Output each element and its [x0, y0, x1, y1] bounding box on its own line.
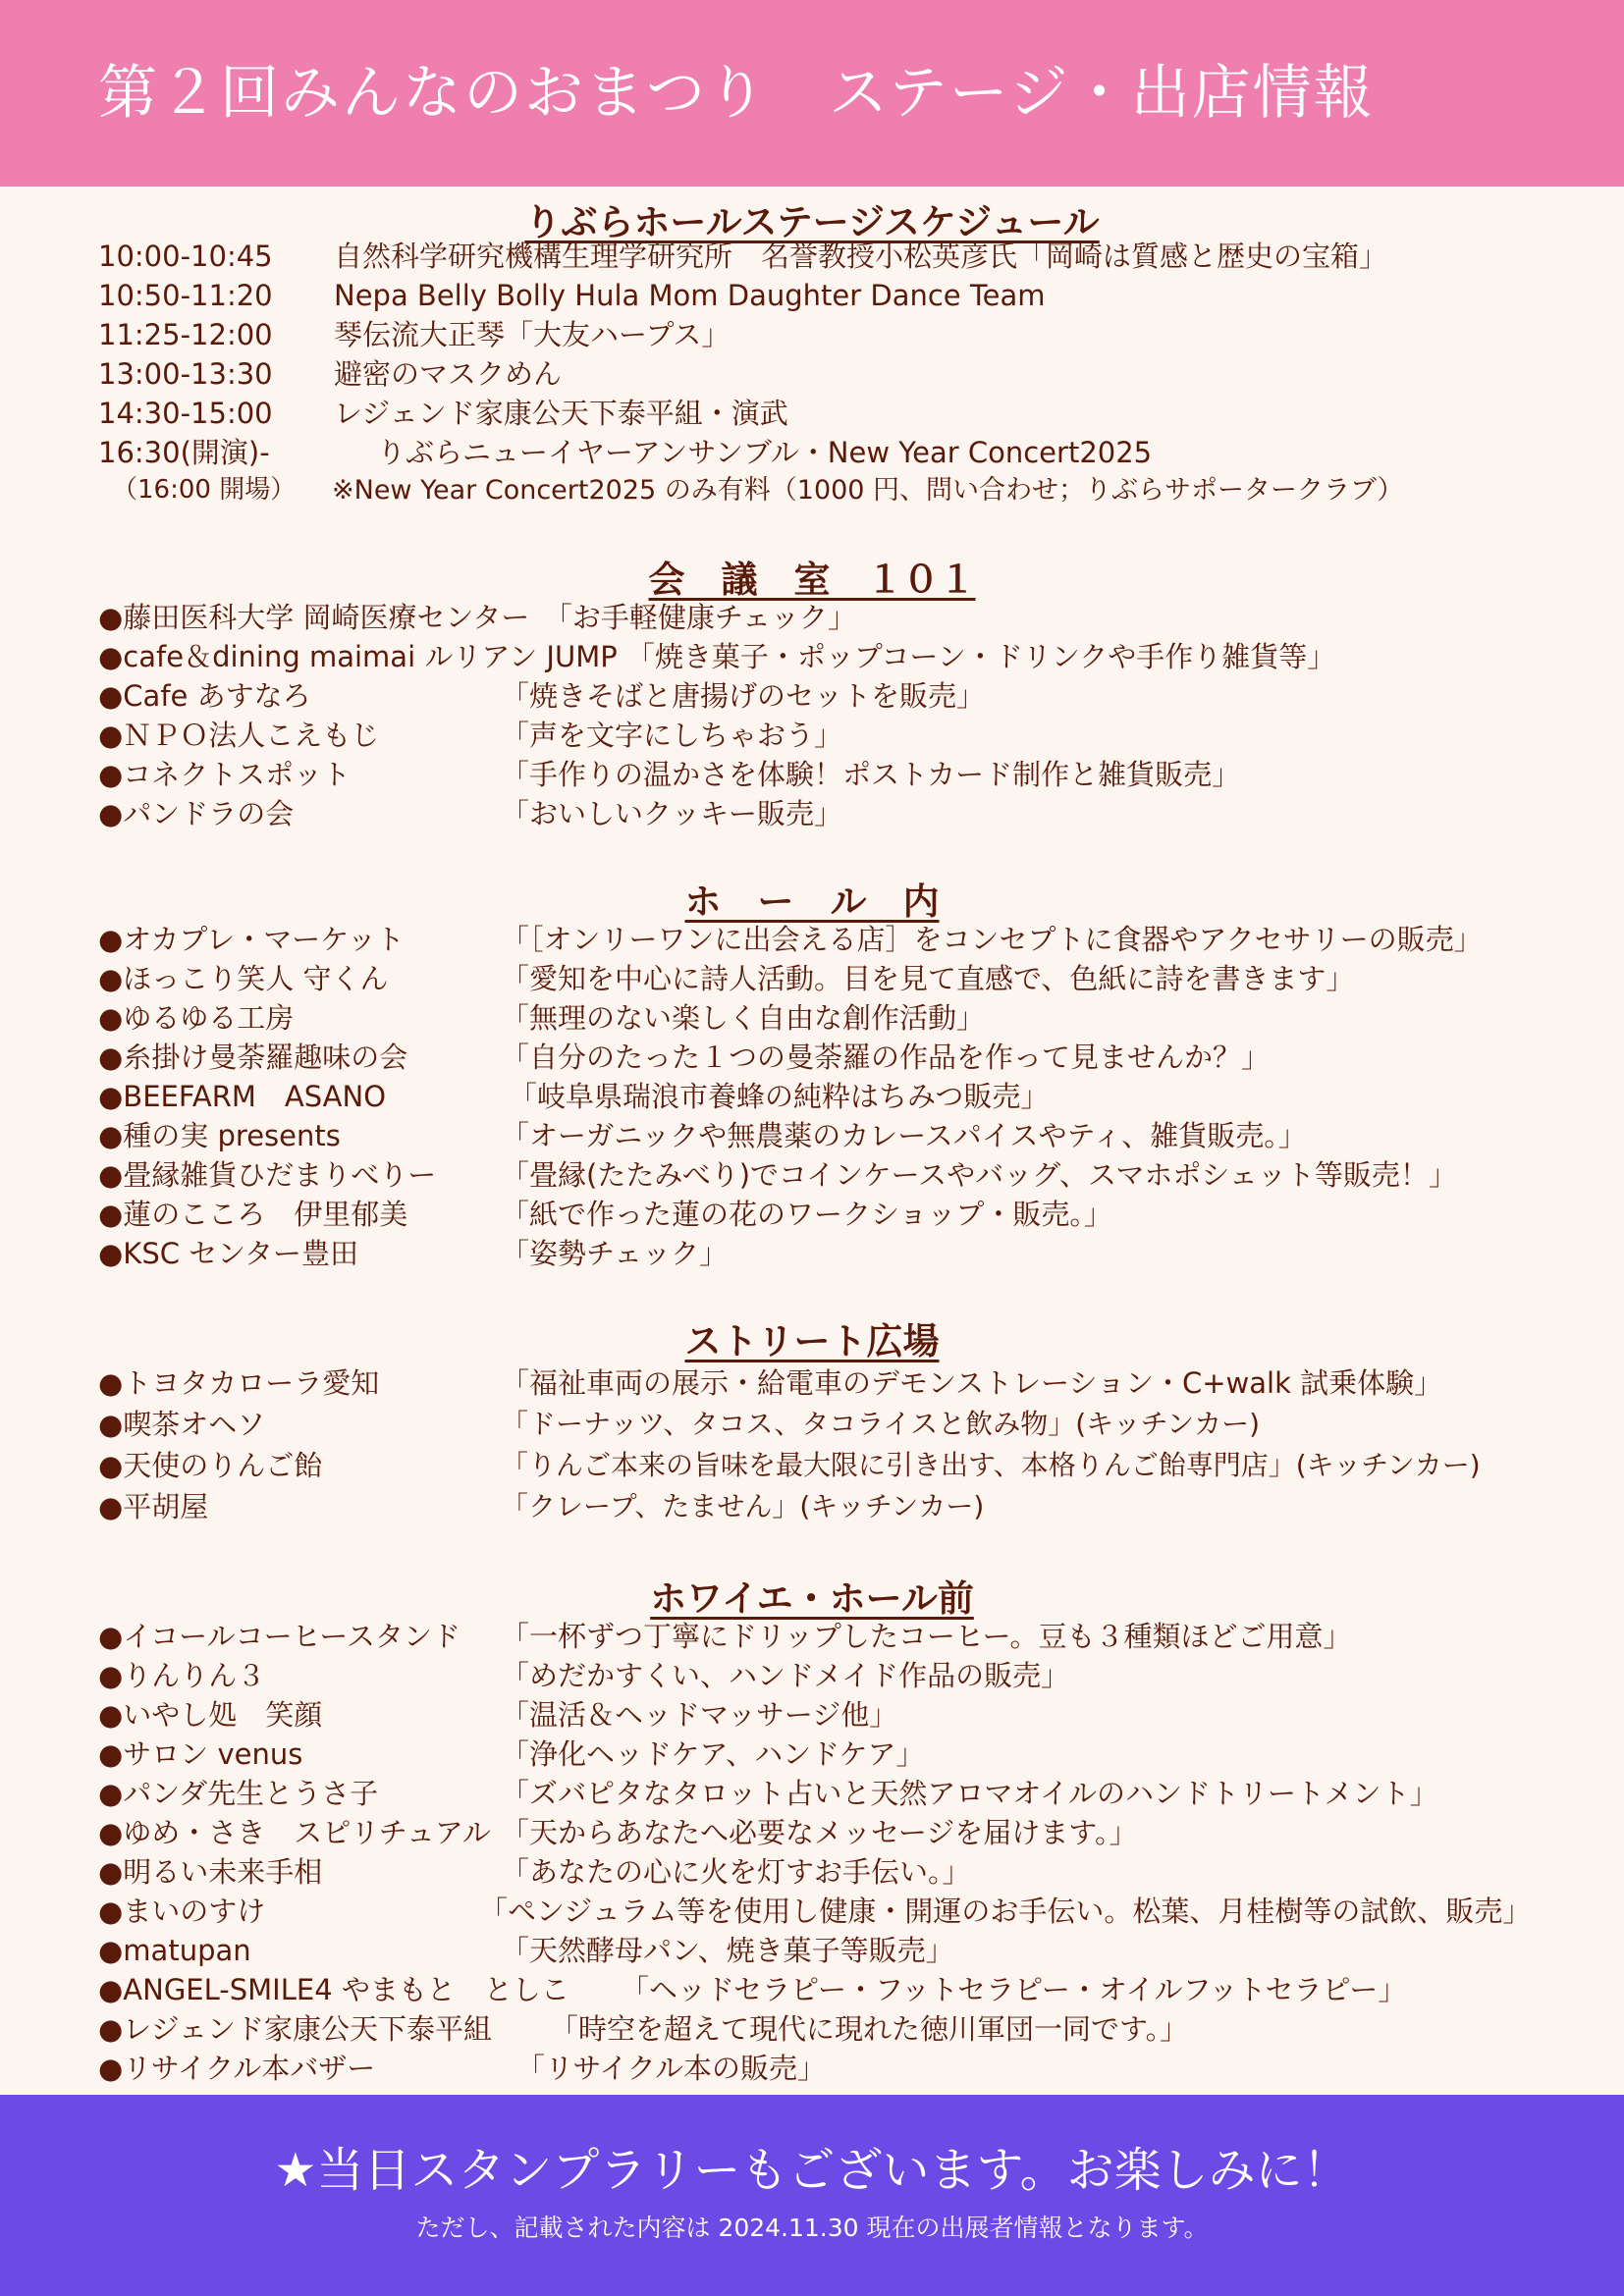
exhibitor-description: 「ヘッドセラピー・フットセラピー・オイルフットセラピー」: [621, 1973, 1407, 2006]
exhibitor-description: 「声を文字にしちゃおう」: [501, 719, 843, 752]
hall-row: [0, 923, 1624, 960]
stage-row: [0, 279, 1624, 316]
stage-program: りぶらニューイヤーアンサンブル・New Year Concert2025: [377, 436, 1153, 469]
room101-section-title: 会 議 室 １０１: [648, 559, 976, 601]
exhibitor-description: 「自分のたった１つの曼荼羅の作品を作って見ませんか？」: [501, 1041, 1271, 1074]
exhibitor-name: ●ゆるゆる工房: [98, 1001, 295, 1035]
room101-row: [0, 719, 1624, 756]
exhibitor-name: ●ANGEL-SMILE4 やまもと としこ: [98, 1973, 569, 2006]
exhibitor-name: ●BEEFARM ASANO: [98, 1080, 387, 1113]
street-row: [0, 1366, 1624, 1404]
exhibitor-description: 「畳縁(たたみべり)でコインケースやバッグ、スマホポシェット等販売！」: [501, 1158, 1457, 1192]
stage-time: 10:50-11:20: [98, 279, 273, 312]
exhibitor-name: ●ほっこり笑人 守くん: [98, 962, 389, 995]
exhibitor-name: ●種の実 presents: [98, 1119, 341, 1152]
stage-program: 自然科学研究機構生理学研究所 名誉教授小松英彦氏「岡崎は質感と歴史の宝箱」: [334, 240, 1388, 273]
exhibitor-name: ●ＮＰＯ法人こえもじ: [98, 719, 380, 752]
exhibitor-description: 「クレープ、たません」(キッチンカー): [501, 1490, 985, 1522]
exhibitor-description: 「ズバピタなタロット占いと天然アロマオイルのハンドトリートメント」: [501, 1777, 1438, 1810]
exhibitor-name: ●リサイクル本バザー: [98, 2052, 376, 2085]
hall-row: [0, 1198, 1624, 1235]
exhibitor-name: ●喫茶オヘソ: [98, 1408, 266, 1441]
stage-time: 11:25-12:00: [98, 318, 273, 351]
foyer-row: [0, 1737, 1624, 1775]
room101-row: [0, 679, 1624, 717]
stage-program: レジェンド家康公天下泰平組・演武: [334, 397, 788, 430]
hall-section-title: ホ ー ル 内: [684, 881, 940, 923]
hall-row: [0, 1237, 1624, 1274]
stage-time: 14:30-15:00: [98, 397, 273, 430]
exhibitor-name: ●まいのすけ: [98, 1895, 266, 1928]
foyer-row: [0, 1659, 1624, 1696]
exhibitor-description: 「おいしいクッキー販売」: [501, 797, 843, 830]
foyer-row: [0, 1895, 1624, 1932]
exhibitor-description: 「浄化ヘッドケア、ハンドケア」: [501, 1737, 925, 1771]
foyer-row: [0, 1620, 1624, 1657]
exhibitor-description: 「紙で作った蓮の花のワークショップ・販売。」: [501, 1198, 1112, 1231]
stage-time: 13:00-13:30: [98, 357, 273, 391]
exhibitor-description: 「［オンリーワンに出会える店］をコンセプトに食器やアクセサリーの販売」: [501, 923, 1483, 956]
exhibitor-description: 「オーガニックや無農薬のカレースパイスやティ、雑貨販売。」: [501, 1119, 1307, 1152]
exhibitor-name: ●いやし処 笑顔: [98, 1698, 323, 1732]
exhibitor-description: 「りんご本来の旨味を最大限に引き出す、本格りんご飴専門店」(キッチンカー): [501, 1449, 1481, 1481]
hall-row: [0, 1001, 1624, 1039]
exhibitor-description: 「時空を超えて現代に現れた徳川軍団一同です。」: [550, 2012, 1189, 2046]
hall-row: [0, 1158, 1624, 1196]
exhibitor-name: ●藤田医科大学 岡崎医療センター 「お手軽健康チェック」: [98, 601, 856, 634]
exhibitor-name: ●コネクトスポット: [98, 758, 352, 791]
exhibitor-name: ●パンダ先生とうさ子: [98, 1777, 379, 1810]
stage-row: [0, 397, 1624, 434]
foyer-section-title: ホワイエ・ホール前: [650, 1577, 974, 1620]
foyer-row: [0, 1934, 1624, 1971]
exhibitor-name: ●天使のりんご飴: [98, 1449, 323, 1482]
foyer-row: [0, 1973, 1624, 2010]
stage-row: [0, 240, 1624, 277]
stage-program: Nepa Belly Bolly Hula Mom Daughter Dance Team: [334, 279, 1046, 312]
stage-program: 避密のマスクめん: [334, 357, 563, 391]
exhibitor-name: ●りんりん３: [98, 1659, 266, 1692]
exhibitor-description: 「手作りの温かさを体験！ポストカード制作と雑貨販売」: [501, 758, 1241, 791]
room101-row: [0, 640, 1624, 677]
exhibitor-description: 「無理のない楽しく自由な創作活動」: [501, 1001, 986, 1035]
stage-row: [0, 475, 1624, 512]
exhibitor-name: ●トヨタカローラ愛知: [98, 1366, 380, 1400]
exhibitor-description: 「焼きそばと唐揚げのセットを販売」: [501, 679, 986, 713]
hall-row: [0, 962, 1624, 999]
exhibitor-description: 「リサイクル本の販売」: [516, 2052, 826, 2085]
room101-row: [0, 797, 1624, 834]
exhibitor-name: ●cafe＆dining maimai ルリアン JUMP 「焼き菓子・ポップコーン・ドリンクや手作り雑貨等」: [98, 640, 1336, 673]
exhibitor-name: ●サロン venus: [98, 1737, 303, 1771]
hall-row: [0, 1041, 1624, 1078]
stage-row: [0, 436, 1624, 473]
hall-row: [0, 1080, 1624, 1117]
exhibitor-name: ●蓮のこころ 伊里郁美: [98, 1198, 408, 1231]
stage-program: 琴伝流大正琴「大友ハープス」: [334, 318, 731, 351]
hall-row: [0, 1119, 1624, 1156]
header-banner: [0, 0, 1624, 187]
exhibitor-description: 「ドーナッツ、タコス、タコライスと飲み物」(キッチンカー): [501, 1408, 1261, 1440]
foyer-row: [0, 1777, 1624, 1814]
exhibitor-name: ●明るい未来手相: [98, 1855, 323, 1889]
exhibitor-description: 「天からあなたへ必要なメッセージを届けます。」: [501, 1816, 1138, 1849]
foyer-row: [0, 1855, 1624, 1893]
foyer-row: [0, 1698, 1624, 1735]
stage-time: （16:00 開場）: [112, 475, 297, 505]
street-section-title: ストリート広場: [684, 1320, 940, 1362]
exhibitor-name: ●ゆめ・さき スピリチュアル: [98, 1816, 491, 1849]
stage-row: [0, 318, 1624, 355]
exhibitor-description: 「愛知を中心に詩人活動。目を見て直感で、色紙に詩を書きます」: [501, 962, 1355, 995]
exhibitor-description: 「岐阜県瑞浪市養蜂の純粋はちみつ販売」: [509, 1080, 1050, 1113]
foyer-row: [0, 1816, 1624, 1853]
street-row: [0, 1408, 1624, 1445]
street-row: [0, 1449, 1624, 1486]
exhibitor-name: ●matupan: [98, 1934, 251, 1967]
room101-row: [0, 758, 1624, 795]
stage-program: ※New Year Concert2025 のみ有料（1000 円、問い合わせ；りぶらサポータークラブ）: [332, 475, 1404, 506]
street-row: [0, 1490, 1624, 1527]
exhibitor-name: ●オカプレ・マーケット: [98, 923, 405, 956]
exhibitor-description: 「ペンジュラム等を使用し健康・開運のお手伝い。松葉、月桂樹等の試飲、販売」: [479, 1895, 1532, 1928]
exhibitor-name: ●平胡屋: [98, 1490, 209, 1523]
stage-section-title: りぶらホールステージスケジュール: [524, 201, 1100, 243]
exhibitor-name: ●イコールコーヒースタンド: [98, 1620, 460, 1653]
foyer-row: [0, 2012, 1624, 2050]
exhibitor-description: 「めだかすくい、ハンドメイド作品の販売」: [501, 1659, 1070, 1692]
room101-row: [0, 601, 1624, 638]
page-title: 第２回みんなのおまつり ステージ・出店情報: [98, 59, 1375, 128]
stage-time: 16:30(開演)-: [98, 436, 270, 469]
exhibitor-name: ●レジェンド家康公天下泰平組: [98, 2012, 492, 2046]
exhibitor-name: ●Cafe あすなろ: [98, 679, 311, 713]
exhibitor-name: ●KSC センター豊田: [98, 1237, 359, 1270]
exhibitor-description: 「一杯ずつ丁寧にドリップしたコーヒー。豆も３種類ほどご用意」: [501, 1620, 1352, 1653]
exhibitor-description: 「姿勢チェック」: [501, 1237, 729, 1270]
exhibitor-description: 「天然酵母パン、焼き菓子等販売」: [501, 1934, 954, 1967]
stage-time: 10:00-10:45: [98, 240, 273, 273]
footer-note: ただし、記載された内容は 2024.11.30 現在の出展者情報となります。: [415, 2214, 1209, 2242]
stamp-rally-message: ★当日スタンプラリーもございます。お楽しみに！: [274, 2143, 1350, 2198]
exhibitor-name: ●糸掛け曼荼羅趣味の会: [98, 1041, 408, 1074]
stage-row: [0, 357, 1624, 395]
exhibitor-description: 「福祉車両の展示・給電車のデモンストレーション・C+walk 試乗体験」: [501, 1366, 1443, 1400]
exhibitor-description: 「温活＆ヘッドマッサージ他」: [501, 1698, 898, 1732]
exhibitor-name: ●パンドラの会: [98, 797, 295, 830]
foyer-row: [0, 2052, 1624, 2089]
exhibitor-name: ●畳縁雑貨ひだまりべりー: [98, 1158, 437, 1192]
footer-banner: [0, 2095, 1624, 2296]
exhibitor-description: 「あなたの心に火を灯すお手伝い。」: [501, 1855, 971, 1889]
